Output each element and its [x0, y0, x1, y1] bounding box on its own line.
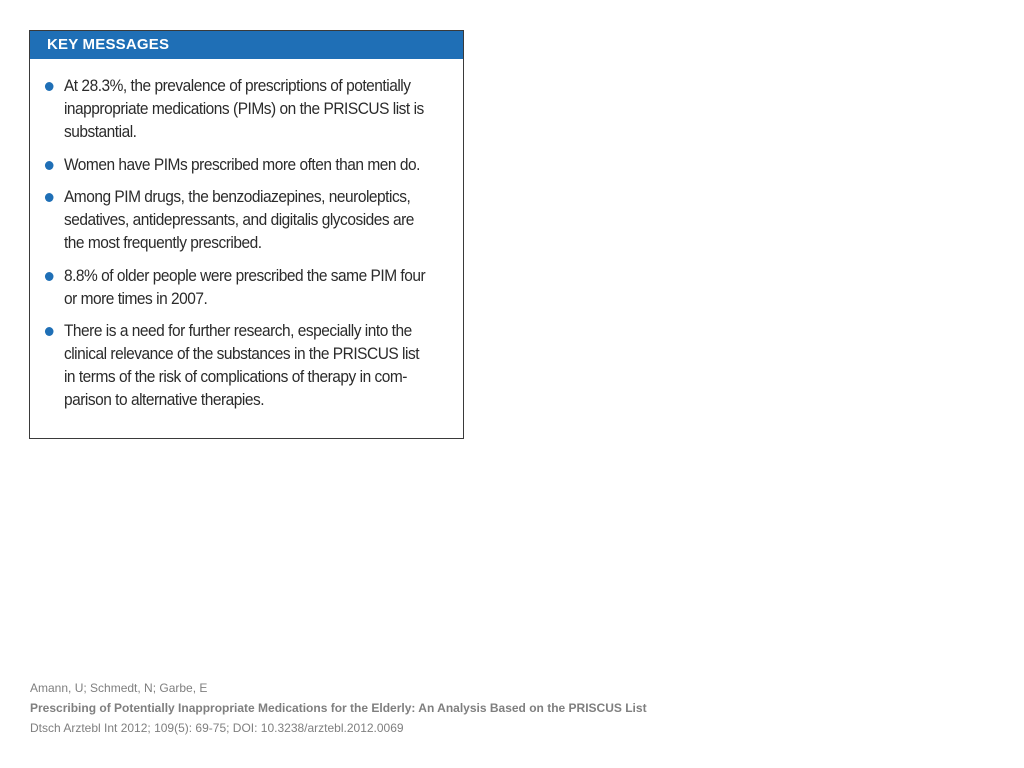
bullet-icon [45, 193, 54, 202]
key-message-item [44, 320, 427, 412]
key-message-text: Women have PIMs prescribed more often than men do. [63, 155, 420, 174]
key-message-text: At 28.3%, the prevalence of prescriptions of potentially inappropriate medications (PIMs) on the PRISCUS list is substantial. [63, 77, 424, 141]
citation-source: Dtsch Arztebl Int 2012; 109(5): 69-75; DOI: 10.3238/arztebl.2012.0069 [30, 721, 404, 735]
key-message-text: 8.8% of older people were prescribed the same PIM four or more times in 2007. [63, 266, 426, 308]
key-message-text: There is a need for further research, especially into the clinical relevance of the substances in the PRISCUS list in terms of the risk of complications of therapy in com-parison to alternative therapies. [63, 322, 420, 409]
key-message-item [44, 75, 427, 144]
key-message-item [44, 186, 427, 255]
citation-title: Prescribing of Potentially Inappropriate Medications for the Elderly: An Analysis Based on the PRISCUS List [30, 701, 647, 715]
key-message-item [44, 265, 427, 311]
key-messages-list [30, 59, 463, 412]
key-message-text: Among PIM drugs, the benzodiazepines, neuroleptics, sedatives, antidepressants, and digitalis glycosides are the most frequently prescribed. [63, 188, 414, 252]
bullet-icon [45, 327, 54, 336]
bullet-icon [45, 161, 54, 170]
key-messages-header: KEY MESSAGES [30, 31, 463, 59]
bullet-icon [45, 82, 54, 91]
citation-authors: Amann, U; Schmedt, N; Garbe, E [30, 681, 208, 695]
key-message-item [44, 154, 427, 177]
citation [30, 678, 647, 738]
bullet-icon [45, 272, 54, 281]
key-messages-box [29, 30, 464, 439]
